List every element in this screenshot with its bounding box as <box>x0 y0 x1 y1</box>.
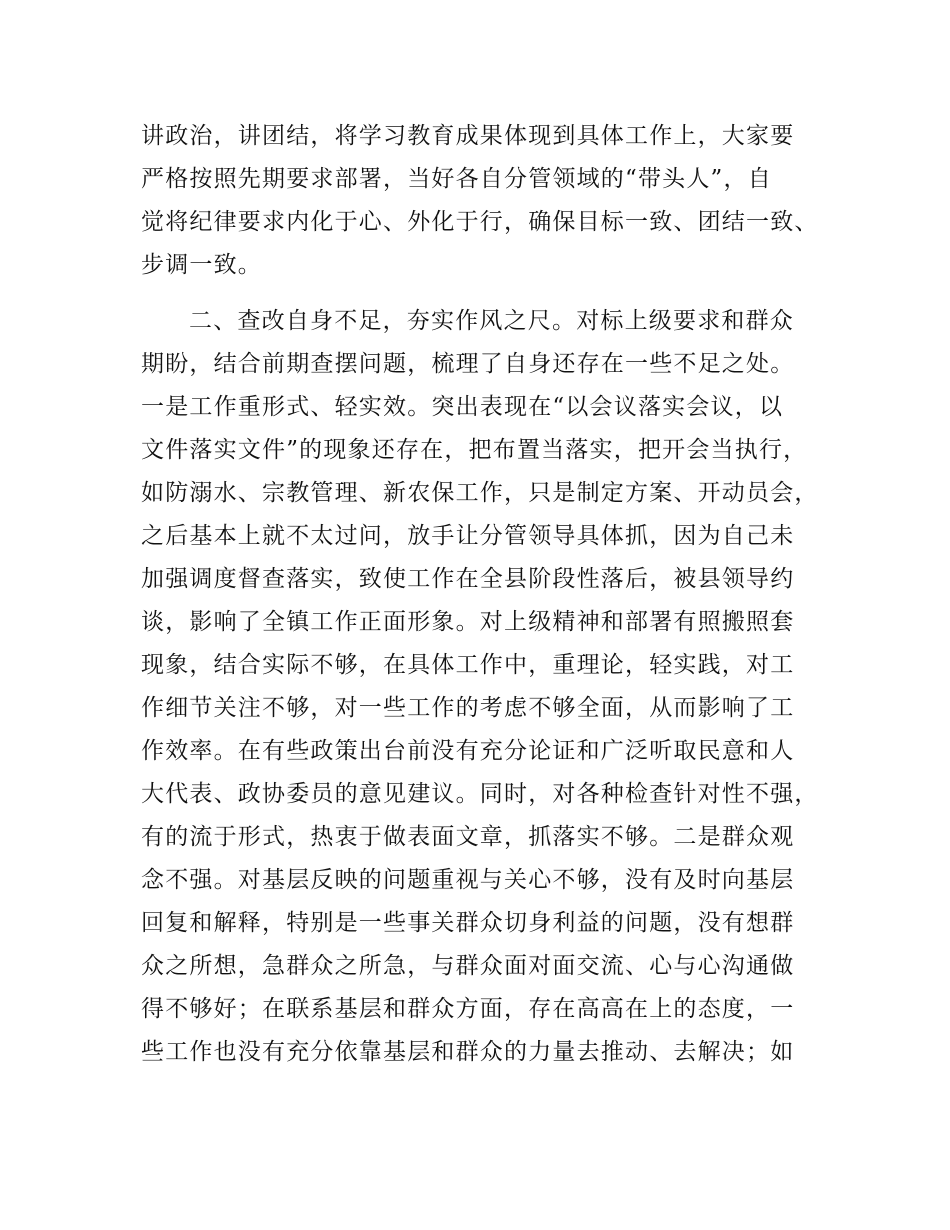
text-line: 有的流于形式，热衷于做表面文章，抓落实不够。二是群众观 <box>141 824 795 850</box>
text-line: 觉将纪律要求内化于心、外化于行，确保目标一致、团结一致、 <box>141 209 819 235</box>
text-line: 回复和解释，特别是一些事关群众切身利益的问题，没有想群 <box>141 910 795 936</box>
text-line: 作细节关注不够，对一些工作的考虑不够全面，从而影响了工 <box>141 695 795 721</box>
text-line: 一是工作重形式、轻实效。突出表现在“以会议落实会议，以 <box>141 394 784 420</box>
text-line: 步调一致。 <box>141 252 262 278</box>
text-line: 得不够好；在联系基层和群众方面，存在高高在上的态度，一 <box>141 996 795 1022</box>
text-line: 现象，结合实际不够，在具体工作中，重理论，轻实践，对工 <box>141 652 795 678</box>
text-line: 之后基本上就不太过问，放手让分管领导具体抓，因为自己未 <box>141 523 795 549</box>
text-line: 些工作也没有充分依靠基层和群众的力量去推动、去解决；如 <box>141 1039 795 1065</box>
text-line: 加强调度督查落实，致使工作在全县阶段性落后，被县领导约 <box>141 566 795 592</box>
text-line: 严格按照先期要求部署，当好各自分管领域的“带头人”，自 <box>141 166 772 192</box>
text-line: 念不强。对基层反映的问题重视与关心不够，没有及时向基层 <box>141 867 795 893</box>
text-line: 大代表、政协委员的意见建议。同时，对各种检查针对性不强， <box>141 781 819 807</box>
text-line: 文件落实文件”的现象还存在，把布置当落实，把开会当执行， <box>141 437 808 463</box>
text-line: 谈，影响了全镇工作正面形象。对上级精神和部署有照搬照套 <box>141 609 795 635</box>
text-line: 期盼，结合前期查摆问题，梳理了自身还存在一些不足之处。 <box>141 351 795 377</box>
text-line: 讲政治，讲团结，将学习教育成果体现到具体工作上，大家要 <box>141 123 795 149</box>
text-line-indented: 二、查改自身不足，夯实作风之尺。对标上级要求和群众 <box>189 308 794 334</box>
text-line: 如防溺水、宗教管理、新农保工作，只是制定方案、开动员会， <box>141 480 819 506</box>
text-line: 众之所想，急群众之所急，与群众面对面交流、心与心沟通做 <box>141 953 795 979</box>
text-line: 作效率。在有些政策出台前没有充分论证和广泛听取民意和人 <box>141 738 795 764</box>
